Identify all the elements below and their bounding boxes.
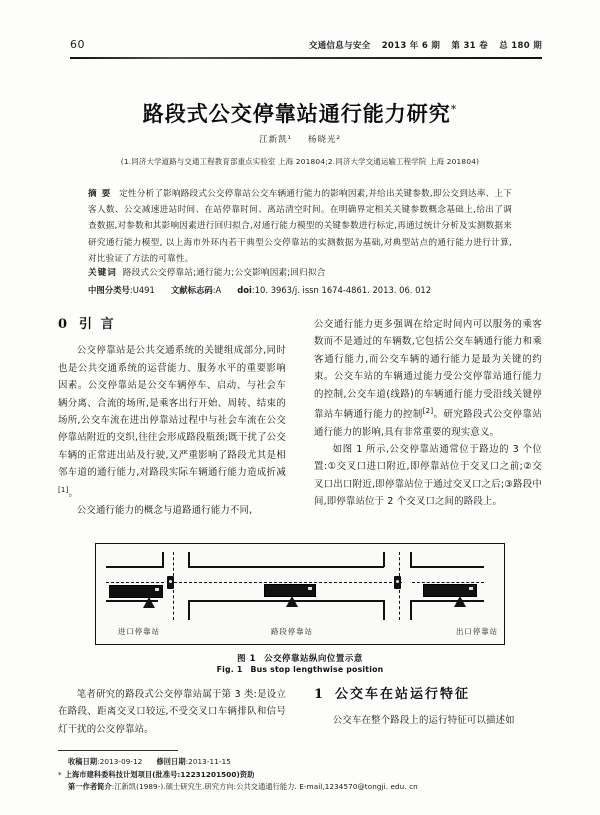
road-edge-top-mid xyxy=(188,566,384,568)
footnote-rule xyxy=(58,750,178,751)
page-number: 60 xyxy=(70,38,85,51)
figure-label-entrance-stop: 进口停靠站 xyxy=(118,627,160,636)
header-rule xyxy=(70,57,542,59)
affiliation: (1.同济大学道路与交通工程教育部重点实验室 上海 201804;2.同济大学交通运输工程学院 上海 201804) xyxy=(120,157,480,166)
road-edge-bottom-mid-vert-left xyxy=(188,600,190,620)
road-edge-bottom-right xyxy=(410,600,484,602)
bus-vehicle-exit-stop xyxy=(423,584,477,597)
lane-divider-mid xyxy=(174,582,402,583)
cross-street-left-bottom xyxy=(173,590,174,620)
column-right-lower xyxy=(314,686,542,730)
stop-marker-entrance xyxy=(143,597,155,608)
section-heading-1 xyxy=(314,686,542,703)
abstract-label: 摘要 xyxy=(88,189,116,199)
author-bio-text: 江新凯(1989-).硕士研究生.研究方向:公共交通通行能力. E-mail,1234570@tongji. edu. cn xyxy=(114,782,418,792)
classification-line: 中图分类号:U491 文献标志码:A doi:10. 3963/j. issn 1674-4861. 2013. 06. 012 xyxy=(88,285,432,295)
author-bio-label: 第一作者简介 xyxy=(68,782,112,792)
column-right-upper xyxy=(314,316,542,511)
doi-label: doi xyxy=(237,285,252,295)
road-edge-bottom-right-vert xyxy=(410,600,412,620)
section-title-1: 公交车在站运行特征 xyxy=(335,687,471,702)
doi-value: 10. 3963/j. issn 1674-4861. 2013. 06. 012 xyxy=(254,285,432,295)
revised-label: 修回日期 xyxy=(156,757,186,766)
page-title xyxy=(0,98,600,128)
section-heading-intro xyxy=(58,316,286,333)
figure-label-midblock-stop: 路段停靠站 xyxy=(271,627,313,636)
citation-ref-1: [1] xyxy=(58,485,69,494)
author-second: 杨晓光² xyxy=(308,135,341,145)
intro-p3-text: 公交通行能力更多强调在给定时间内可以服务的乘客数而不是通过的车辆数,它包括公交车辆通行能力和乘客通行能力,而公交车辆的通行能力是最为关键的约束。公交车站的车辆通过能力受公交停靠站通行能力的控制,公交车道(线路)的车辆通行能力受沿线关键停靠站车辆通行能力的控制 xyxy=(314,319,542,421)
section-1-paragraph-1: 公交车在整个路段上的运行特征可以描述如 xyxy=(332,715,515,727)
lane-divider-left xyxy=(106,582,164,583)
road-edge-top-mid-vert-right xyxy=(383,552,385,567)
figure-caption-english xyxy=(95,665,505,674)
citation-ref-2: [2] xyxy=(422,407,434,416)
intro-paragraph-5: 笔者研究的路段式公交停靠站属于第 3 类:是设立在路段、距离交叉口较远,不受交叉口车辆排队和信号灯干扰的公交停靠站。 xyxy=(58,689,286,735)
figure-caption xyxy=(95,652,505,674)
road-edge-top-left-vert xyxy=(162,552,164,567)
figure-1 xyxy=(95,543,505,674)
traffic-signal-left xyxy=(167,576,174,589)
keywords xyxy=(88,265,512,281)
keywords-label: 关键词 xyxy=(88,268,117,278)
doc-code-label: 文献标志码 xyxy=(170,285,213,295)
intro-p1-text: 公交停靠站是公共交通系统的关键组成部分,同时也是公共交通系统的运营能力、服务水平的重要影响因素。公交停靠站是公交车辆停车、启动、与社会车辆分离、合流的场所,是乘客出行开始、周转、结束的场所,公交车流在进出停靠站过程中与社会车流在公交停靠站附近的交织,往往会形成路段瓶颈;既干扰了公交车辆的正常进出站及行驶,又严重影响了路段尤其是相邻车道的通行能力,对路段实际车辆通行能力造成折减 xyxy=(58,345,286,479)
intro-paragraph-2: 公交通行能力的概念与道路通行能力不同, xyxy=(76,505,253,517)
stop-marker-exit xyxy=(454,596,466,607)
clc-label: 中图分类号 xyxy=(88,285,130,295)
author-first: 江新凯¹ xyxy=(259,135,292,145)
section-number-0: 0 xyxy=(58,317,70,332)
intro-paragraph-1 xyxy=(58,342,286,502)
intro-paragraph-3 xyxy=(314,316,542,441)
figure-label-exit-stop: 出口停靠站 xyxy=(456,627,498,636)
figure-caption-cn: 公交停靠站纵向位置示意 xyxy=(264,653,363,663)
footnote-author-bio: 第一作者简介:江新凯(1989-).硕士研究生.研究方向:公共交通通行能力. E-mail,1234570@tongji. edu. cn xyxy=(68,782,418,792)
intro-p3-tail: 。研究路段式公交停靠站通行能力的影响,具有非常重要的现实意义。 xyxy=(314,409,543,438)
journal-title: 交通信息与安全 xyxy=(308,41,371,51)
footnote-block xyxy=(58,756,548,794)
road-edge-bottom-mid-vert-right xyxy=(383,600,385,620)
received-date: 2013-09-12 xyxy=(99,757,143,766)
title-footnote-marker: * xyxy=(450,103,458,116)
funding-marker: * xyxy=(58,769,62,779)
received-label: 收稿日期 xyxy=(68,757,98,766)
figure-frame xyxy=(95,543,505,645)
figure-caption-en-text: Bus stop lengthwise position xyxy=(250,665,384,674)
column-left-lower xyxy=(58,686,286,738)
figure-caption-number: 图 1 xyxy=(237,653,257,663)
cross-street-left-top xyxy=(173,552,174,576)
footnote-funding xyxy=(58,769,548,782)
intro-paragraph-4: 如图 1 所示,公交停靠站通常位于路边的 3 个位置:①交叉口进口附近,即停靠站位于交叉口之前;②交叉口出口附近,即停靠站位于通过交叉口之后;③路段中间,即停靠站位于 2 个交叉口之间的路段上。 xyxy=(314,443,542,508)
journal-serial: 总 180 期 xyxy=(499,41,542,51)
stop-marker-midblock xyxy=(286,596,298,607)
cross-street-right-bottom xyxy=(399,590,400,620)
lane-divider-right xyxy=(412,582,484,583)
running-head xyxy=(70,38,542,51)
road-edge-top-left xyxy=(106,566,164,568)
author-list xyxy=(0,133,600,145)
article-title: 路段式公交停靠站通行能力研究 xyxy=(142,101,451,126)
road-edge-top-right-vert xyxy=(410,552,412,567)
traffic-signal-right xyxy=(394,576,401,589)
cross-street-right-top xyxy=(399,552,400,576)
section-number-1: 1 xyxy=(314,687,326,702)
abstract xyxy=(88,186,512,267)
intro-p1-tail: 。 xyxy=(68,487,79,499)
figure-caption-en-number: Fig. 1 xyxy=(216,665,243,674)
clc-value: U491 xyxy=(132,285,155,295)
footnote-dates: 收稿日期:2013-09-12 修回日期:2013-11-15 xyxy=(68,757,231,766)
column-left-upper xyxy=(58,316,286,520)
doc-code-value: A xyxy=(215,285,222,295)
revised-date: 2013-11-15 xyxy=(188,757,231,766)
abstract-text: 定性分析了影响路段式公交停靠站公交车辆通行能力的影响因素,并给出关键参数,即公交到达率、上下客人数、公交减速进站时间、在站停靠时间、离站清空时间。在明确界定相关关键参数概念基础上,给出了调查数据,对参数和其影响因素进行回归拟合,对通行能力模型的关键参数进行标定,再通过统计分析及实测数据来研究通行能力模型, 以上海市外环内若干典型公交停靠站的实测数据为基础,对典型站点的通行能力进行计算,对比验证了方法的可靠性。 xyxy=(88,189,512,264)
road-edge-top-right xyxy=(410,566,484,568)
journal-issue: 2013 年 6 期 xyxy=(381,41,441,51)
road-diagram xyxy=(96,544,504,644)
section-title-intro: 引 言 xyxy=(79,317,116,332)
journal-volume: 第 31 卷 xyxy=(451,41,488,51)
road-edge-top-mid-vert-left xyxy=(188,552,190,567)
journal-info xyxy=(301,39,542,51)
keywords-text: 路段式公交停靠站;通行能力;公交影响因素;回归拟合 xyxy=(122,268,326,278)
funding-text: 上海市建科委科技计划项目(批准号:12231201500)资助 xyxy=(64,769,255,779)
